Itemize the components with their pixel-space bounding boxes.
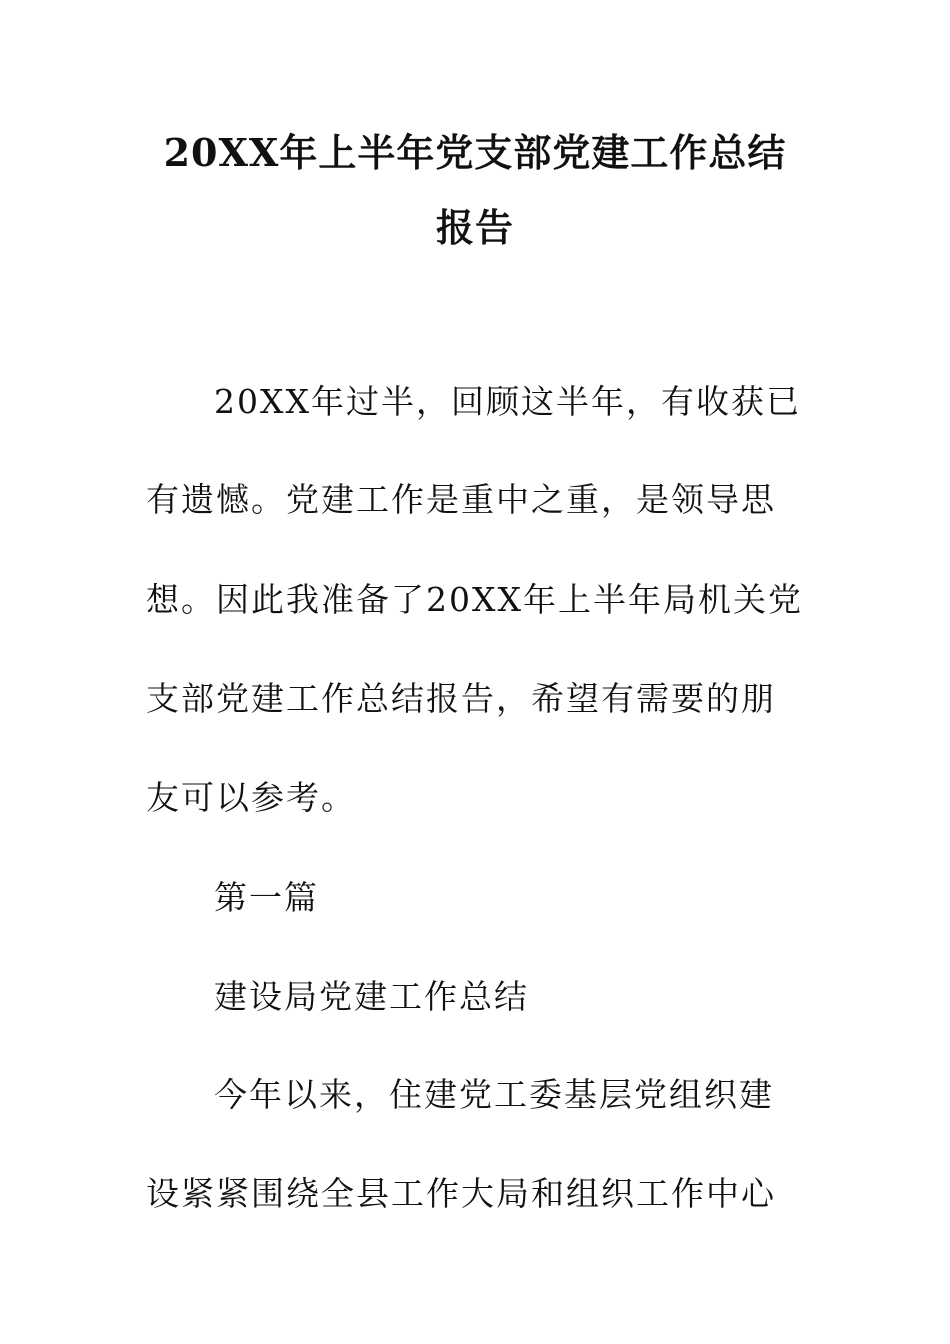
body-paragraph-line: 设紧紧围绕全县工作大局和组织工作中心 bbox=[146, 1174, 776, 1213]
body-paragraph-line: 支部党建工作总结报告，希望有需要的朋 bbox=[146, 679, 776, 718]
body-paragraph-line: 有遗憾。党建工作是重中之重，是领导思 bbox=[146, 480, 776, 519]
section-heading: 第一篇 bbox=[214, 878, 319, 917]
body-paragraph-line: 20XX年过半，回顾这半年，有收获已 bbox=[214, 382, 801, 421]
document-title-line-2: 报告 bbox=[435, 205, 514, 250]
body-paragraph-line: 今年以来，住建党工委基层党组织建 bbox=[214, 1075, 774, 1114]
body-paragraph-line: 友可以参考。 bbox=[146, 778, 356, 817]
body-paragraph-line: 想。因此我准备了20XX年上半年局机关党 bbox=[146, 580, 803, 619]
document-title-line-1: 20XX年上半年党支部党建工作总结 bbox=[163, 130, 787, 175]
section-subheading: 建设局党建工作总结 bbox=[214, 977, 529, 1016]
